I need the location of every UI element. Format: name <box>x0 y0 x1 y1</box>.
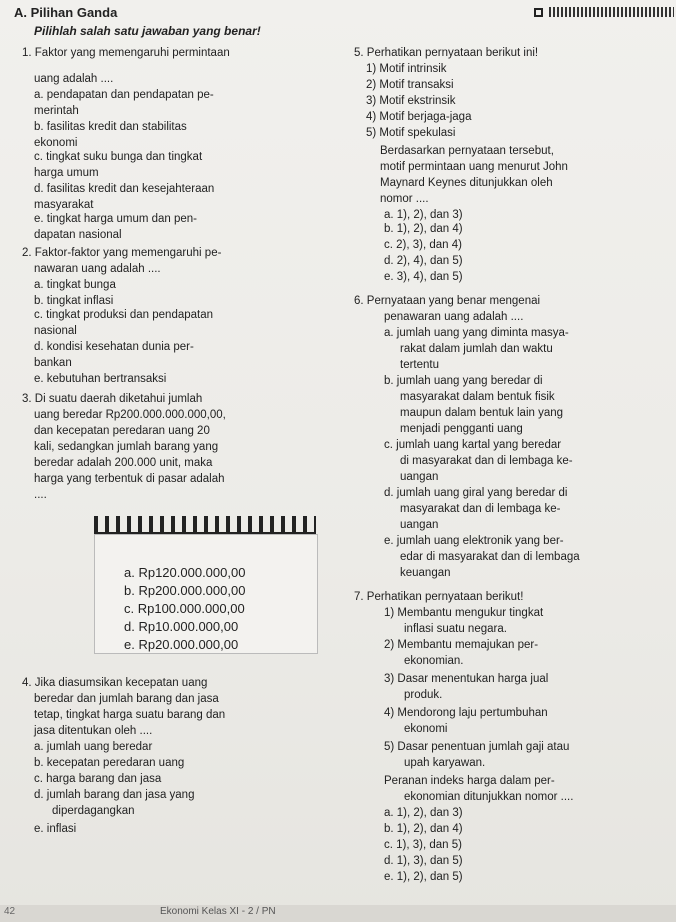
text-line: 3) Dasar menentukan harga jual <box>384 673 549 685</box>
page-number: 42 <box>4 906 16 917</box>
text-line: 7. Perhatikan pernyataan berikut! <box>354 591 524 603</box>
text-line: 6. Pernyataan yang benar mengenai <box>354 295 541 307</box>
text-line: e. 3), 4), dan 5) <box>384 271 463 283</box>
text-line: uangan <box>400 519 439 531</box>
text-line: masyarakat dan di lembaga ke- <box>400 503 561 515</box>
text-line: 1) Membantu mengukur tingkat <box>384 607 544 619</box>
text-line: 2) Membantu memajukan per- <box>384 639 539 651</box>
text-line: d. jumlah barang dan jasa yang <box>34 789 195 801</box>
text-line: uang adalah .... <box>34 73 114 85</box>
text-line: c. tingkat produksi dan pendapatan <box>34 309 214 321</box>
text-line: b. 1), 2), dan 4) <box>384 223 463 235</box>
text-line: 4. Jika diasumsikan kecepatan uang <box>22 677 208 689</box>
text-line: Maynard Keynes ditunjukkan oleh <box>380 177 553 189</box>
text-line: b. kecepatan peredaran uang <box>34 757 185 769</box>
text-line: 4) Mendorong laju pertumbuhan <box>384 707 548 719</box>
text-line: e. kebutuhan bertransaksi <box>34 373 167 385</box>
text-line: b. jumlah uang yang beredar di <box>384 375 543 387</box>
text-line: motif permintaan uang menurut John <box>380 161 568 173</box>
text-line: diperdagangkan <box>52 805 135 817</box>
text-line: jasa ditentukan oleh .... <box>34 725 153 737</box>
text-line: upah karyawan. <box>404 757 486 769</box>
text-line: a. Rp120.000.000,00 <box>124 565 246 580</box>
text-line: c. jumlah uang kartal yang beredar <box>384 439 562 451</box>
text-line: di masyarakat dan di lembaga ke- <box>400 455 573 467</box>
text-line: d. jumlah uang giral yang beredar di <box>384 487 568 499</box>
text-line: inflasi suatu negara. <box>404 623 507 635</box>
footer-bar <box>0 905 676 922</box>
text-line: merintah <box>34 105 79 117</box>
text-line: 1) Motif intrinsik <box>366 63 447 75</box>
text-line: b. 1), 2), dan 4) <box>384 823 463 835</box>
text-line: ekonomian ditunjukkan nomor .... <box>404 791 574 803</box>
text-line: 5) Dasar penentuan jumlah gaji atau <box>384 741 570 753</box>
text-line: maupun dalam bentuk lain yang <box>400 407 564 419</box>
text-line: 2. Faktor-faktor yang memengaruhi pe- <box>22 247 222 259</box>
text-line: kali, sedangkan jumlah barang yang <box>34 441 219 453</box>
text-line: a. 1), 2), dan 3) <box>384 807 463 819</box>
text-line: d. fasilitas kredit dan kesejahteraan <box>34 183 215 195</box>
text-line: c. tingkat suku bunga dan tingkat <box>34 151 203 163</box>
text-line: Berdasarkan pernyataan tersebut, <box>380 145 554 157</box>
text-line: 3) Motif ekstrinsik <box>366 95 456 107</box>
text-line: d. kondisi kesehatan dunia per- <box>34 341 194 353</box>
text-line: penawaran uang adalah .... <box>384 311 524 323</box>
text-line: menjadi pengganti uang <box>400 423 523 435</box>
text-line: 4) Motif berjaga-jaga <box>366 111 472 123</box>
text-line: harga umum <box>34 167 99 179</box>
text-line: rakat dalam jumlah dan waktu <box>400 343 553 355</box>
text-line: d. 2), 4), dan 5) <box>384 255 463 267</box>
section-heading: A. Pilihan Ganda <box>14 5 118 20</box>
text-line: nawaran uang adalah .... <box>34 263 161 275</box>
footer-title: Ekonomi Kelas XI - 2 / PN <box>160 906 276 917</box>
text-line: tertentu <box>400 359 439 371</box>
text-line: uang beredar Rp200.000.000.000,00, <box>34 409 226 421</box>
text-line: keuangan <box>400 567 451 579</box>
text-line: .... <box>34 489 47 501</box>
text-line: 3. Di suatu daerah diketahui jumlah <box>22 393 203 405</box>
text-line: e. 1), 2), dan 5) <box>384 871 463 883</box>
text-line: masyarakat dalam bentuk fisik <box>400 391 555 403</box>
text-line: b. fasilitas kredit dan stabilitas <box>34 121 187 133</box>
text-line: e. tingkat harga umum dan pen- <box>34 213 198 225</box>
text-line: masyarakat <box>34 199 94 211</box>
text-line: bankan <box>34 357 72 369</box>
text-line: 5) Motif spekulasi <box>366 127 456 139</box>
text-line: tetap, tingkat harga suatu barang dan <box>34 709 226 721</box>
text-line: 5. Perhatikan pernyataan berikut ini! <box>354 47 539 59</box>
text-line: a. 1), 2), dan 3) <box>384 209 463 221</box>
text-line: a. jumlah uang yang diminta masya- <box>384 327 569 339</box>
text-line: dapatan nasional <box>34 229 122 241</box>
qr-code-icon <box>534 2 674 22</box>
text-line: d. Rp10.000.000,00 <box>124 619 239 634</box>
text-line: edar di masyarakat dan di lembaga <box>400 551 580 563</box>
text-line: Peranan indeks harga dalam per- <box>384 775 555 787</box>
text-line: ekonomi <box>34 137 78 149</box>
text-line: ekonomi <box>404 723 448 735</box>
text-line: c. 1), 3), dan 5) <box>384 839 462 851</box>
text-line: a. tingkat bunga <box>34 279 116 291</box>
text-line: e. jumlah uang elektronik yang ber- <box>384 535 564 547</box>
text-line: uangan <box>400 471 439 483</box>
text-line: b. tingkat inflasi <box>34 295 114 307</box>
text-line: beredar adalah 200.000 unit, maka <box>34 457 213 469</box>
text-line: c. 2), 3), dan 4) <box>384 239 462 251</box>
text-line: beredar dan jumlah barang dan jasa <box>34 693 219 705</box>
text-line: a. jumlah uang beredar <box>34 741 153 753</box>
text-line: b. Rp200.000.000,00 <box>124 583 246 598</box>
text-line: produk. <box>404 689 443 701</box>
text-line: dan kecepatan peredaran uang 20 <box>34 425 210 437</box>
text-line: a. pendapatan dan pendapatan pe- <box>34 89 214 101</box>
text-line: e. Rp20.000.000,00 <box>124 637 239 652</box>
text-line: nomor .... <box>380 193 429 205</box>
text-line: 1. Faktor yang memengaruhi permintaan <box>22 47 230 59</box>
instruction: Pilihlah salah satu jawaban yang benar! <box>34 24 261 38</box>
text-line: d. 1), 3), dan 5) <box>384 855 463 867</box>
text-line: e. inflasi <box>34 823 77 835</box>
text-line: c. harga barang dan jasa <box>34 773 162 785</box>
ruler-decoration <box>94 516 316 535</box>
text-line: ekonomian. <box>404 655 464 667</box>
text-line: nasional <box>34 325 77 337</box>
text-line: c. Rp100.000.000,00 <box>124 601 245 616</box>
text-line: harga yang terbentuk di pasar adalah <box>34 473 225 485</box>
text-line: 2) Motif transaksi <box>366 79 454 91</box>
